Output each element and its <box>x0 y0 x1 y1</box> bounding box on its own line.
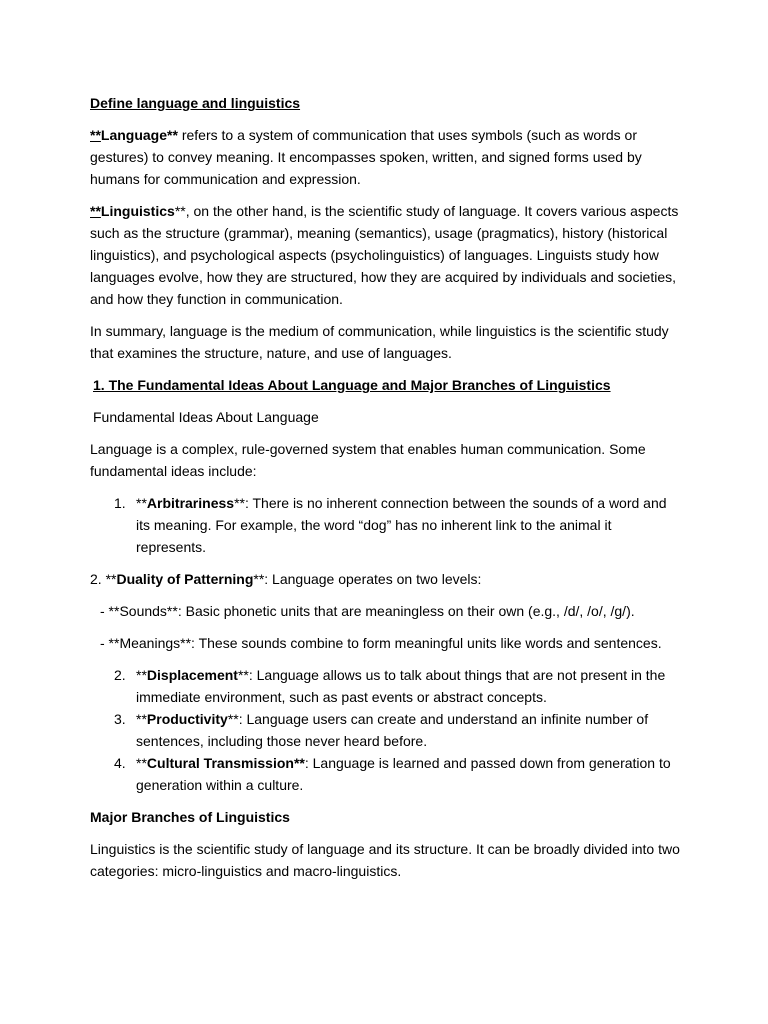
list-item-prefix: ** <box>136 495 147 511</box>
paragraph-duality <box>90 568 680 590</box>
list-item-term: Cultural Transmission** <box>146 755 305 771</box>
duality-prefix: 2. ** <box>90 571 117 587</box>
list-item-term: Arbitrariness <box>146 495 235 511</box>
list-item-prefix: ** <box>136 711 147 727</box>
stars-close: ** <box>174 203 186 219</box>
list-item-text: **: Language users can create and understand an infinite number of sentences, including those never heard before. <box>136 711 649 749</box>
list-item <box>90 708 680 752</box>
term-linguistics: Linguistics <box>100 203 175 219</box>
language-definition-text: refers to a system of communication that uses symbols (such as words or gestures) to convey meaning. It encompasses spoken, written, and signed forms used by humans for communication and expression. <box>90 127 642 187</box>
list-item-prefix: ** <box>136 667 147 683</box>
stars-open: ** <box>90 127 101 143</box>
linguistics-definition-text: , on the other hand, is the scientific study of language. It covers various aspects such as the structure (grammar), meaning (semantics), usage (pragmatics), history (historical linguistics), and psychological aspects (psycholinguistics) of languages. Linguists study how languages evolve, how they are structured, how they are acquired by individuals and societies, and how they function in communication. <box>90 203 679 307</box>
duality-text: **: Language operates on two levels: <box>253 571 482 587</box>
paragraph-summary: In summary, language is the medium of communication, while linguistics is the scientific study that examines the structure, nature, and use of languages. <box>90 323 669 361</box>
list-item-prefix: ** <box>136 755 147 771</box>
stars-close: ** <box>167 127 178 143</box>
list-item-text: **: Language allows us to talk about things that are not present in the immediate environment, such as past events or abstract concepts. <box>136 667 666 705</box>
fundamental-ideas-list-1 <box>90 492 680 558</box>
list-item-text: : Language is learned and passed down from generation to generation within a culture. <box>136 755 671 793</box>
list-item-number: 2. <box>114 667 126 683</box>
list-item <box>90 664 680 708</box>
list-item-term: Displacement <box>146 667 238 683</box>
section-heading: 1. The Fundamental Ideas About Language and Major Branches of Linguistics <box>93 377 611 393</box>
list-item <box>90 752 680 796</box>
list-item-text: **: There is no inherent connection between the sounds of a word and its meaning. For example, the word “dog” has no inherent link to the animal it represents. <box>136 495 667 555</box>
sub-heading: Fundamental Ideas About Language <box>93 409 319 425</box>
paragraph-meanings <box>90 632 680 654</box>
paragraph-sounds: - **Sounds**: Basic phonetic units that are meaningless on their own (e.g., /d/, /o/, /g/). <box>100 603 635 619</box>
term-language: Language <box>100 127 168 143</box>
document-body <box>90 92 680 892</box>
fundamental-ideas-list-2 <box>90 664 680 796</box>
page-title: Define language and linguistics <box>90 95 301 111</box>
duality-term: Duality of Patterning <box>116 571 254 587</box>
branches-heading: Major Branches of Linguistics <box>90 809 290 825</box>
list-item-number: 3. <box>114 711 126 727</box>
paragraph-intro: Language is a complex, rule-governed system that enables human communication. Some fundamental ideas include: <box>90 441 646 479</box>
stars-open: ** <box>90 203 101 219</box>
paragraph-branches: Linguistics is the scientific study of language and its structure. It can be broadly divided into two categories: micro-linguistics and macro-linguistics. <box>90 841 680 879</box>
list-item-number: 1. <box>114 495 126 511</box>
list-item <box>90 492 680 558</box>
list-item-term: Productivity <box>146 711 228 727</box>
paragraph-linguistics-definition <box>90 200 680 310</box>
paragraph-language-definition <box>90 124 680 190</box>
list-item-number: 4. <box>114 755 126 771</box>
meanings-text: - **Meanings**: These sounds combine to form meaningful units like words and sentences. <box>100 635 662 651</box>
